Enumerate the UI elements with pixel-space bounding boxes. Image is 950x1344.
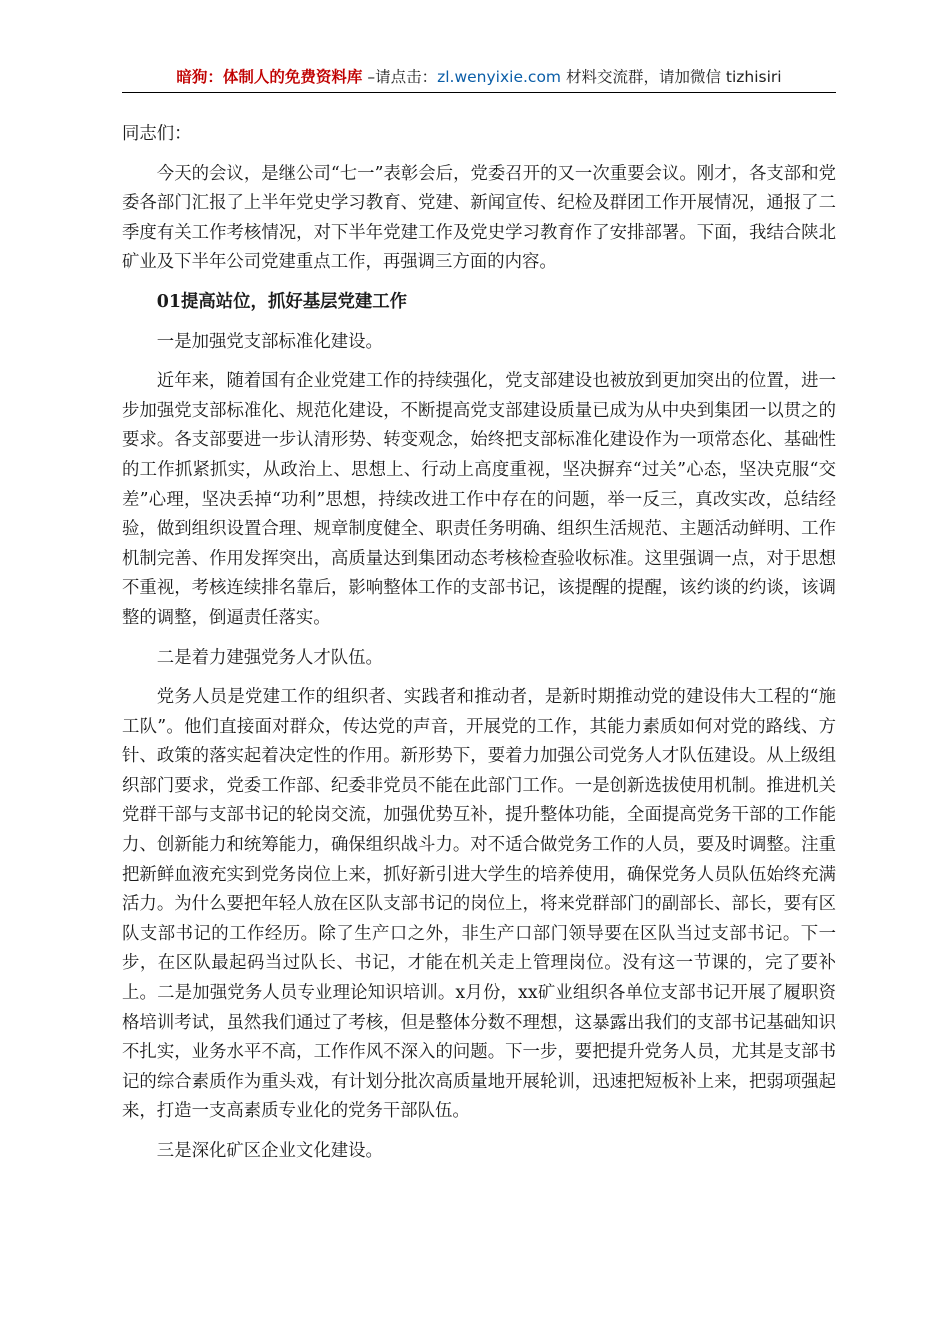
header-wechat-text: 材料交流群，请加微信 tizhisiri (561, 68, 782, 86)
point-1-title: 一是加强党支部标准化建设。 (156, 331, 383, 352)
document-body (122, 120, 836, 1167)
salutation: 同志们： (122, 124, 192, 144)
header-brand: 暗狗：体制人的免费资料库 (176, 68, 363, 86)
point-2-body: 党务人员是党建工作的组织者、实践者和推动者，是新时期推动党的建设伟大工程的“施工队”。他们直接面对群众，传达党的声音，开展党的工作，其能力素质如何对党的路线、方针、政策的落实起着决定性的作用。新形势下，要着力加强公司党务人才队伍建设。从上级组织部门要求，党委工作部、纪委非党员不能在此部门工作。一是创新选拔使用机制。推进机关党群干部与支部书记的轮岗交流，加强优势互补，提升整体功能，全面提高党务干部的工作能力、创新能力和统筹能力，确保组织战斗力。对不适合做党务工作的人员，要及时调整。注重把新鲜血液充实到党务岗位上来，抓好新引进大学生的培养使用，确保党务人员队伍始终充满活力。为什么要把年轻人放在区队支部书记的岗位上，将来党群部门的副部长、部长，要有区队支部书记的工作经历。除了生产口之外，非生产口部门领导要在区队当过支部书记。下一步，在区队最起码当过队长、书记，才能在机关走上管理岗位。没有这一节课的，完了要补上。二是加强党务人员专业理论知识培训。x月份，xx矿业组织各单位支部书记开展了履职资格培训考试，虽然我们通过了考核，但是整体分数不理想，这暴露出我们的支部书记基础知识不扎实，业务水平不高，工作作风不深入的问题。下一步，要把提升党务人员，尤其是支部书记的综合素质作为重头戏，有计划分批次高质量地开展轮训，迅速把短板补上来，把弱项强起来，打造一支高素质专业化的党务干部队伍。 (122, 687, 836, 1122)
intro-paragraph: 今天的会议，是继公司“七一”表彰会后，党委召开的又一次重要会议。刚才，各支部和党委各部门汇报了上半年党史学习教育、党建、新闻宣传、纪检及群团工作开展情况，通报了二季度有关工作考核情况，对下半年党建工作及党史学习教育作了安排部署。下面，我结合陕北矿业及下半年公司党建重点工作，再强调三方面的内容。 (122, 163, 836, 273)
section-1-heading: 01提高站位，抓好基层党建工作 (156, 291, 408, 312)
point-1-body: 近年来，随着国有企业党建工作的持续强化，党支部建设也被放到更加突出的位置，进一步加强党支部标准化、规范化建设，不断提高党支部建设质量已成为从中央到集团一以贯之的要求。各支部要进一步认清形势、转变观念，始终把支部标准化建设作为一项常态化、基础性的工作抓紧抓实，从政治上、思想上、行动上高度重视，坚决摒弃“过关”心态，坚决克服“交差”心理，坚决丢掉“功利”思想，持续改进工作中存在的问题，举一反三，真改实改，总结经验，做到组织设置合理、规章制度健全、职责任务明确、组织生活规范、主题活动鲜明、工作机制完善、作用发挥突出，高质量达到集团动态考核检查验收标准。这里强调一点，对于思想不重视，考核连续排名靠后，影响整体工作的支部书记，该提醒的提醒，该约谈的约谈，该调整的调整，倒逼责任落实。 (122, 371, 836, 628)
point-2-title: 二是着力建强党务人才队伍。 (156, 647, 383, 668)
header-click-prefix: –请点击： (362, 68, 438, 86)
point-3-title: 三是深化矿区企业文化建设。 (156, 1141, 383, 1161)
page-header (122, 62, 836, 93)
header-url-link[interactable]: zl.wenyixie.com (437, 68, 562, 86)
